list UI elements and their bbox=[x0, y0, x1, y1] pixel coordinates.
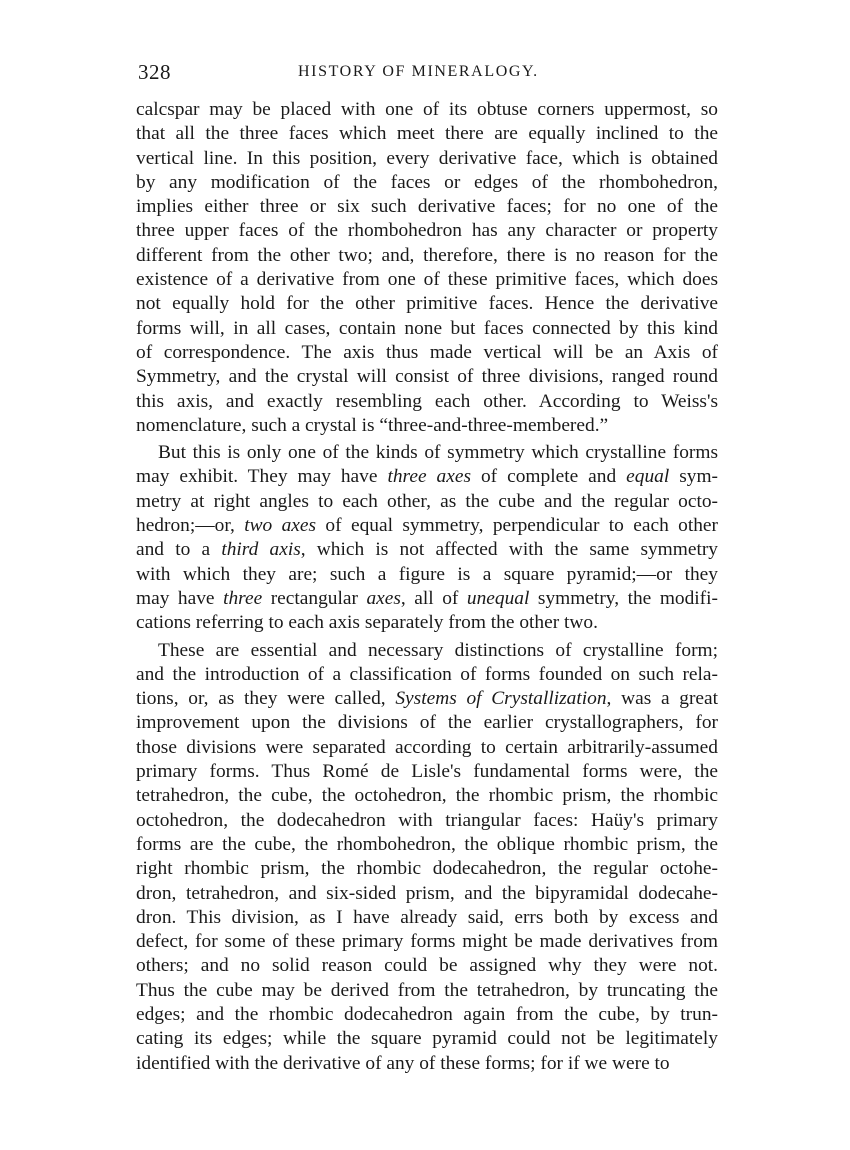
text-line: this axis, and exactly resembling each other. According to Weiss's bbox=[136, 390, 718, 412]
text-line: But this is only one of the kinds of symmetry which crystalline forms bbox=[158, 442, 718, 464]
text-line: those divisions were separated according to certain arbitrarily-assumed bbox=[136, 736, 718, 758]
text-line: dron. This division, as I have already said, errs both by excess and bbox=[136, 906, 718, 928]
text-line: tions, or, as they were called, Systems of Crystallization, was a great bbox=[136, 688, 719, 710]
text-line: hedron;—or, two axes of equal symmetry, perpendicular to each other bbox=[136, 515, 718, 537]
text-line: identified with the derivative of any of these forms; for if we were to bbox=[136, 1052, 670, 1074]
text-line: with which they are; such a figure is a square pyramid;—or they bbox=[136, 563, 718, 585]
text-line: These are essential and necessary distinctions of crystalline form; bbox=[158, 639, 718, 661]
text-line: primary forms. Thus Romé de Lisle's fundamental forms were, the bbox=[136, 761, 718, 783]
paragraph bbox=[136, 98, 718, 438]
text-line: improvement upon the divisions of the earlier crystallographers, for bbox=[136, 712, 718, 734]
text-line: forms will, in all cases, contain none but faces connected by this kind bbox=[136, 317, 718, 339]
paragraph bbox=[136, 639, 718, 1076]
running-head: HISTORY OF MINERALOGY. bbox=[298, 63, 539, 80]
text-line: cations referring to each axis separately from the other two. bbox=[136, 612, 598, 634]
text-line: of correspondence. The axis thus made vertical will be an Axis of bbox=[136, 341, 718, 363]
text-line: and the introduction of a classification of forms founded on such rela- bbox=[136, 663, 718, 685]
text-line: nomenclature, such a crystal is “three-and-three-membered.” bbox=[136, 414, 609, 436]
text-line: defect, for some of these primary forms might be made derivatives from bbox=[136, 931, 718, 953]
text-line: may have three rectangular axes, all of unequal symmetry, the modifi- bbox=[136, 587, 718, 609]
text-line: edges; and the rhombic dodecahedron again from the cube, by trun- bbox=[136, 1003, 718, 1025]
text-line: dron, tetrahedron, and six-sided prism, and the bipyramidal dodecahe- bbox=[136, 882, 718, 904]
page-number: 328 bbox=[138, 60, 171, 84]
text-line: forms are the cube, the rhombohedron, the oblique rhombic prism, the bbox=[136, 833, 718, 855]
text-line: Thus the cube may be derived from the tetrahedron, by truncating the bbox=[136, 979, 718, 1001]
paragraph bbox=[136, 441, 718, 635]
text-line: may exhibit. They may have three axes of complete and equal sym- bbox=[136, 466, 718, 488]
text-line: vertical line. In this position, every derivative face, which is obtained bbox=[136, 147, 718, 169]
page-header bbox=[138, 60, 716, 90]
text-line: three upper faces of the rhombohedron has any character or property bbox=[136, 220, 718, 242]
text-line: implies either three or six such derivative faces; for no one of the bbox=[136, 196, 718, 218]
text-line: existence of a derivative from one of these primitive faces, which does bbox=[136, 269, 718, 291]
text-line: others; and no solid reason could be assigned why they were not. bbox=[136, 955, 718, 977]
text-line: cating its edges; while the square pyramid could not be legitimately bbox=[136, 1028, 718, 1050]
text-line: metry at right angles to each other, as the cube and the regular octo- bbox=[136, 490, 718, 512]
text-line: Symmetry, and the crystal will consist of three divisions, ranged round bbox=[136, 366, 718, 388]
text-line: calcspar may be placed with one of its obtuse corners uppermost, so bbox=[136, 99, 718, 120]
body-text bbox=[136, 98, 718, 1076]
text-line: and to a third axis, which is not affected with the same symmetry bbox=[136, 539, 718, 561]
text-line: different from the other two; and, therefore, there is no reason for the bbox=[136, 244, 718, 266]
text-line: tetrahedron, the cube, the octohedron, the rhombic prism, the rhombic bbox=[136, 785, 718, 807]
text-line: right rhombic prism, the rhombic dodecahedron, the regular octohe- bbox=[136, 858, 718, 880]
text-line: by any modification of the faces or edges of the rhombohedron, bbox=[136, 171, 718, 193]
text-line: not equally hold for the other primitive faces. Hence the derivative bbox=[136, 293, 718, 315]
text-line: that all the three faces which meet there are equally inclined to the bbox=[136, 123, 718, 145]
text-line: octohedron, the dodecahedron with triangular faces: Haüy's primary bbox=[136, 809, 718, 831]
